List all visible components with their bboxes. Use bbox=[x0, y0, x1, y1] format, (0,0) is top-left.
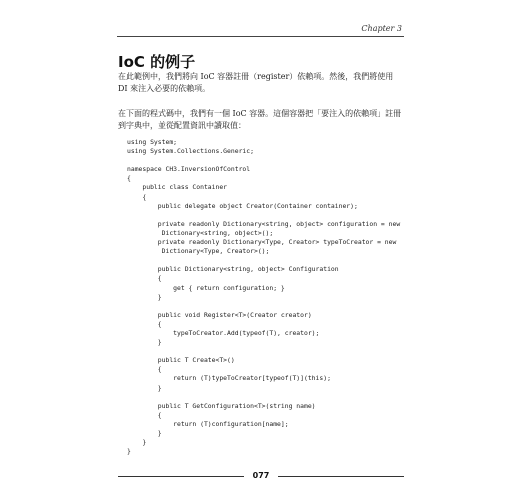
section-title: IoC 的例子 bbox=[118, 53, 196, 71]
code-line: public T Create<T>() bbox=[127, 356, 235, 365]
code-line: } bbox=[127, 292, 162, 301]
chapter-label: Chapter 3 bbox=[361, 24, 402, 33]
code-line bbox=[127, 256, 412, 265]
footer-rule-left bbox=[118, 476, 244, 477]
intro-paragraph: 在此範例中，我們將向 IoC 容器註冊（register）依賴項。然後，我們將使用 DI 來注入必要的依賴項。 bbox=[118, 72, 394, 93]
code-line: { bbox=[127, 410, 162, 419]
code-line: namespace CH3.InversionOfControl bbox=[127, 165, 251, 174]
page-number: 077 bbox=[252, 471, 270, 480]
code-line: using System; bbox=[127, 138, 178, 146]
code-line: { bbox=[127, 192, 147, 201]
code-line: } bbox=[127, 447, 131, 456]
code-intro-paragraph: 在下面的程式碼中，我們有一個 IoC 容器。這個容器把「要注入的依賴項」註冊到字典中，並從配置資訊中讀取值： bbox=[118, 109, 402, 130]
code-line: return (T)typeToCreator[typeof(T)](this); bbox=[127, 374, 331, 383]
code-line: { bbox=[127, 174, 131, 183]
code-line: { bbox=[127, 319, 162, 328]
page-footer bbox=[118, 470, 404, 482]
code-line: private readonly Dictionary<string, object> configuration = new bbox=[127, 219, 401, 228]
footer-rule-right bbox=[278, 476, 404, 477]
code-line bbox=[127, 393, 412, 402]
code-line: public delegate object Creator(Container container); bbox=[127, 201, 358, 210]
code-line: typeToCreator.Add(typeof(T), creator); bbox=[127, 328, 320, 337]
code-line: } bbox=[127, 438, 147, 447]
code-line: { bbox=[127, 274, 162, 283]
code-line: get { return configuration; } bbox=[127, 283, 285, 292]
code-line: } bbox=[127, 429, 162, 437]
code-line: Dictionary<string, object>(); bbox=[127, 228, 274, 237]
code-line bbox=[127, 156, 412, 165]
code-line: } bbox=[127, 383, 162, 392]
header-rule bbox=[117, 36, 404, 37]
code-line: public class Container bbox=[127, 183, 228, 192]
code-line: return (T)configuration[name]; bbox=[127, 419, 289, 428]
code-line: Dictionary<Type, Creator>(); bbox=[127, 247, 270, 256]
code-line: private readonly Dictionary<Type, Creator> typeToCreator = new bbox=[127, 238, 397, 247]
code-line bbox=[127, 347, 412, 356]
code-line: public T GetConfiguration<T>(string name) bbox=[127, 401, 316, 410]
code-line: public Dictionary<string, object> Configuration bbox=[127, 265, 339, 274]
code-line bbox=[127, 302, 412, 311]
code-line: public void Register<T>(Creator creator) bbox=[127, 310, 312, 319]
code-listing bbox=[127, 138, 412, 456]
code-line: { bbox=[127, 365, 162, 374]
code-line bbox=[127, 211, 412, 220]
code-line: } bbox=[127, 338, 162, 347]
code-line: using System.Collections.Generic; bbox=[127, 147, 254, 156]
